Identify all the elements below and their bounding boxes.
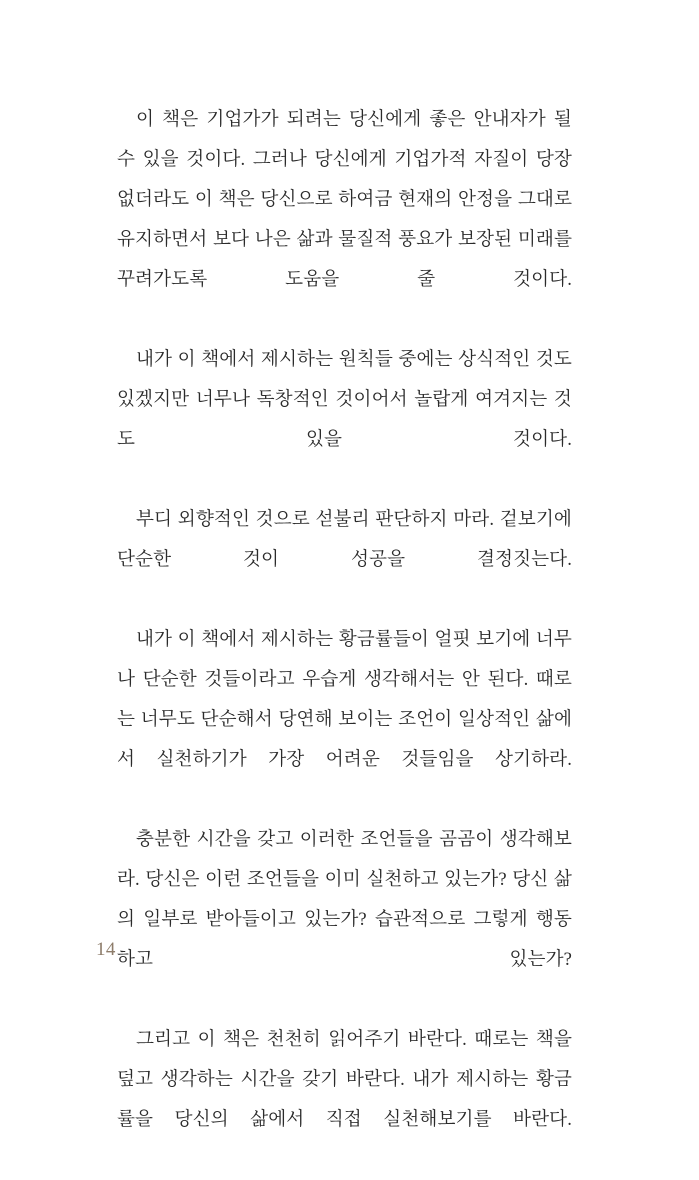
paragraph-1: 이 책은 기업가가 되려는 당신에게 좋은 안내자가 될 수 있을 것이다. 그러나 당신에게 기업가적 자질이 당장 없더라도 이 책은 당신으로 하여금 현재의 안정을 그대로 유지하면서 보다 나은 삶과 물질적 풍요가 보장된 미래를 꾸려가도록 도움을 줄 것이다. <box>117 109 572 290</box>
paragraph-2: 내가 이 책에서 제시하는 원칙들 중에는 상식적인 것도 있겠지만 너무나 독창적인 것이어서 놀랍게 여겨지는 것도 있을 것이다. <box>117 349 572 450</box>
page-body-text <box>117 100 572 1180</box>
paragraph-5: 충분한 시간을 갖고 이러한 조언들을 곰곰이 생각해보라. 당신은 이런 조언들을 이미 실천하고 있는가? 당신 삶의 일부로 받아들이고 있는가? 습관적으로 그렇게 행동하고 있는가? <box>117 829 572 970</box>
paragraph-6: 그리고 이 책은 천천히 읽어주기 바란다. 때로는 책을 덮고 생각하는 시간을 갖기 바란다. 내가 제시하는 황금률을 당신의 삶에서 직접 실천해보기를 바란다. <box>117 1029 572 1130</box>
paragraph-4: 내가 이 책에서 제시하는 황금률들이 얼핏 보기에 너무나 단순한 것들이라고 우습게 생각해서는 안 된다. 때로는 너무도 단순해서 당연해 보이는 조언이 일상적인 삶에서 실천하기가 가장 어려운 것들임을 상기하라. <box>117 629 572 770</box>
paragraph-3: 부디 외향적인 것으로 섣불리 판단하지 마라. 겉보기에 단순한 것이 성공을 결정짓는다. <box>117 509 572 570</box>
page-number: 14 <box>96 939 116 960</box>
